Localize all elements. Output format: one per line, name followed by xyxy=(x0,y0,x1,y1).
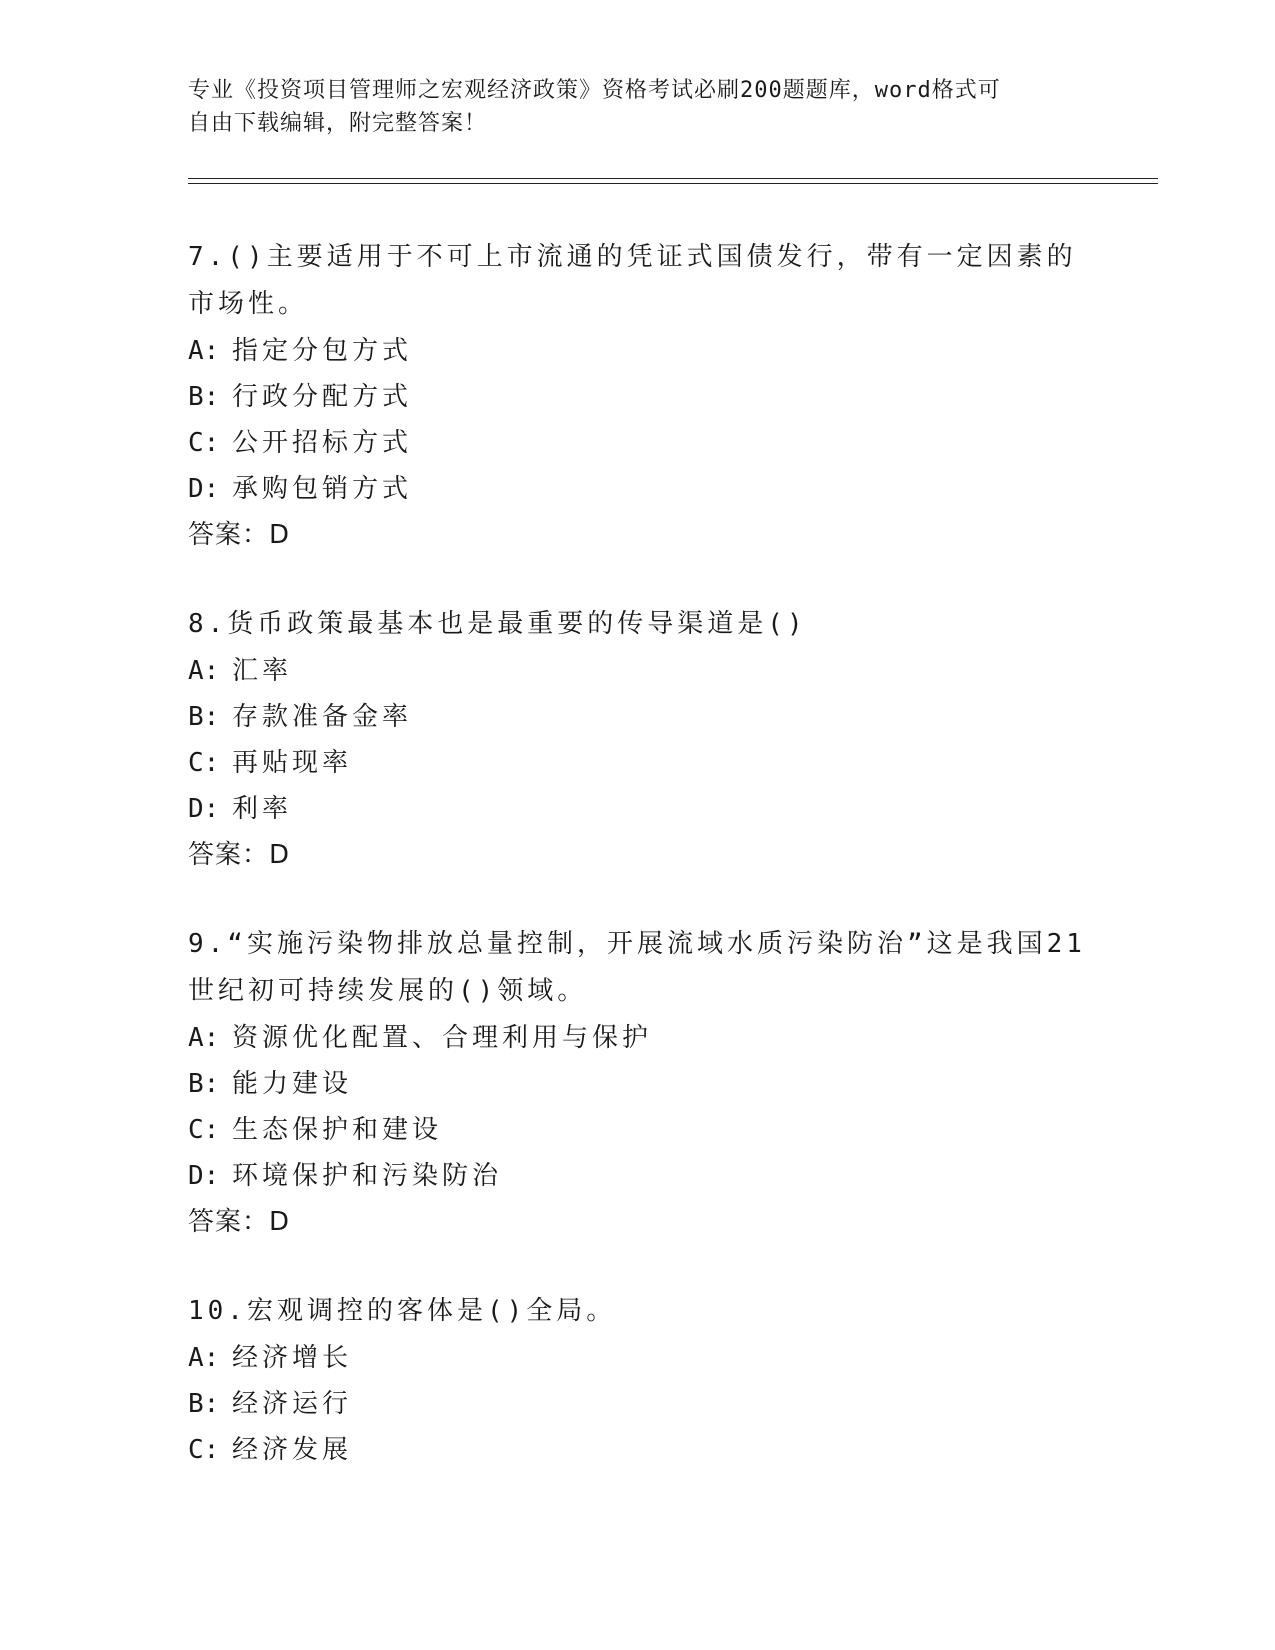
option-text: 利率 xyxy=(232,794,293,824)
option-key: C: xyxy=(188,1435,220,1465)
option-text: 汇率 xyxy=(232,656,293,686)
option-key: D: xyxy=(188,474,220,504)
document-header xyxy=(188,74,1068,140)
option-text: 能力建设 xyxy=(232,1069,353,1099)
option-key: D: xyxy=(188,1161,220,1191)
answer-line: 答案：D xyxy=(188,840,291,870)
option-key: D: xyxy=(188,794,220,824)
question-stem: 9.“实施污染物排放总量控制，开展流域水质污染防治”这是我国21世纪初可持续发展的()领域。 xyxy=(188,929,1086,1006)
question-list xyxy=(188,234,1088,1516)
option-key: C: xyxy=(188,748,220,778)
option-text: 承购包销方式 xyxy=(232,474,413,504)
option-c xyxy=(188,1107,1088,1153)
answer-line: 答案：D xyxy=(188,520,291,550)
option-text: 再贴现率 xyxy=(232,748,353,778)
option-text: 公开招标方式 xyxy=(232,428,413,458)
header-divider-top xyxy=(188,178,1158,179)
option-key: B: xyxy=(188,1069,220,1099)
question-9 xyxy=(188,921,1088,1245)
question-stem: 10.宏观调控的客体是()全局。 xyxy=(188,1296,617,1326)
header-line-1: 专业《投资项目管理师之宏观经济政策》资格考试必刷200题题库，word格式可 xyxy=(188,78,1001,103)
option-c xyxy=(188,740,1088,786)
option-text: 存款准备金率 xyxy=(232,702,413,732)
option-text: 指定分包方式 xyxy=(232,336,413,366)
option-d xyxy=(188,466,1088,512)
option-a xyxy=(188,648,1088,694)
option-b xyxy=(188,374,1088,420)
option-key: B: xyxy=(188,1389,220,1419)
option-d xyxy=(188,1153,1088,1199)
option-text: 经济运行 xyxy=(232,1389,353,1419)
question-8 xyxy=(188,601,1088,878)
option-d xyxy=(188,786,1088,832)
option-a xyxy=(188,1015,1088,1061)
question-stem: 7.()主要适用于不可上市流通的凭证式国债发行，带有一定因素的市场性。 xyxy=(188,242,1077,319)
option-c xyxy=(188,1427,1088,1473)
option-text: 经济增长 xyxy=(232,1343,353,1373)
header-line-2: 自由下载编辑，附完整答案！ xyxy=(188,111,488,136)
answer-line: 答案：D xyxy=(188,1207,291,1237)
option-text: 生态保护和建设 xyxy=(232,1115,443,1145)
option-key: A: xyxy=(188,336,220,366)
option-key: C: xyxy=(188,1115,220,1145)
option-key: B: xyxy=(188,702,220,732)
option-a xyxy=(188,328,1088,374)
question-10 xyxy=(188,1288,1088,1473)
option-key: A: xyxy=(188,1023,220,1053)
option-key: C: xyxy=(188,428,220,458)
option-b xyxy=(188,1061,1088,1107)
option-a xyxy=(188,1335,1088,1381)
option-c xyxy=(188,420,1088,466)
question-stem: 8.货币政策最基本也是最重要的传导渠道是() xyxy=(188,609,807,639)
header-divider-bottom xyxy=(188,183,1158,184)
option-key: A: xyxy=(188,1343,220,1373)
option-text: 经济发展 xyxy=(232,1435,353,1465)
option-text: 行政分配方式 xyxy=(232,382,413,412)
option-text: 环境保护和污染防治 xyxy=(232,1161,503,1191)
question-7 xyxy=(188,234,1088,558)
option-key: B: xyxy=(188,382,220,412)
option-b xyxy=(188,1381,1088,1427)
option-text: 资源优化配置、合理利用与保护 xyxy=(232,1023,653,1053)
option-key: A: xyxy=(188,656,220,686)
option-b xyxy=(188,694,1088,740)
